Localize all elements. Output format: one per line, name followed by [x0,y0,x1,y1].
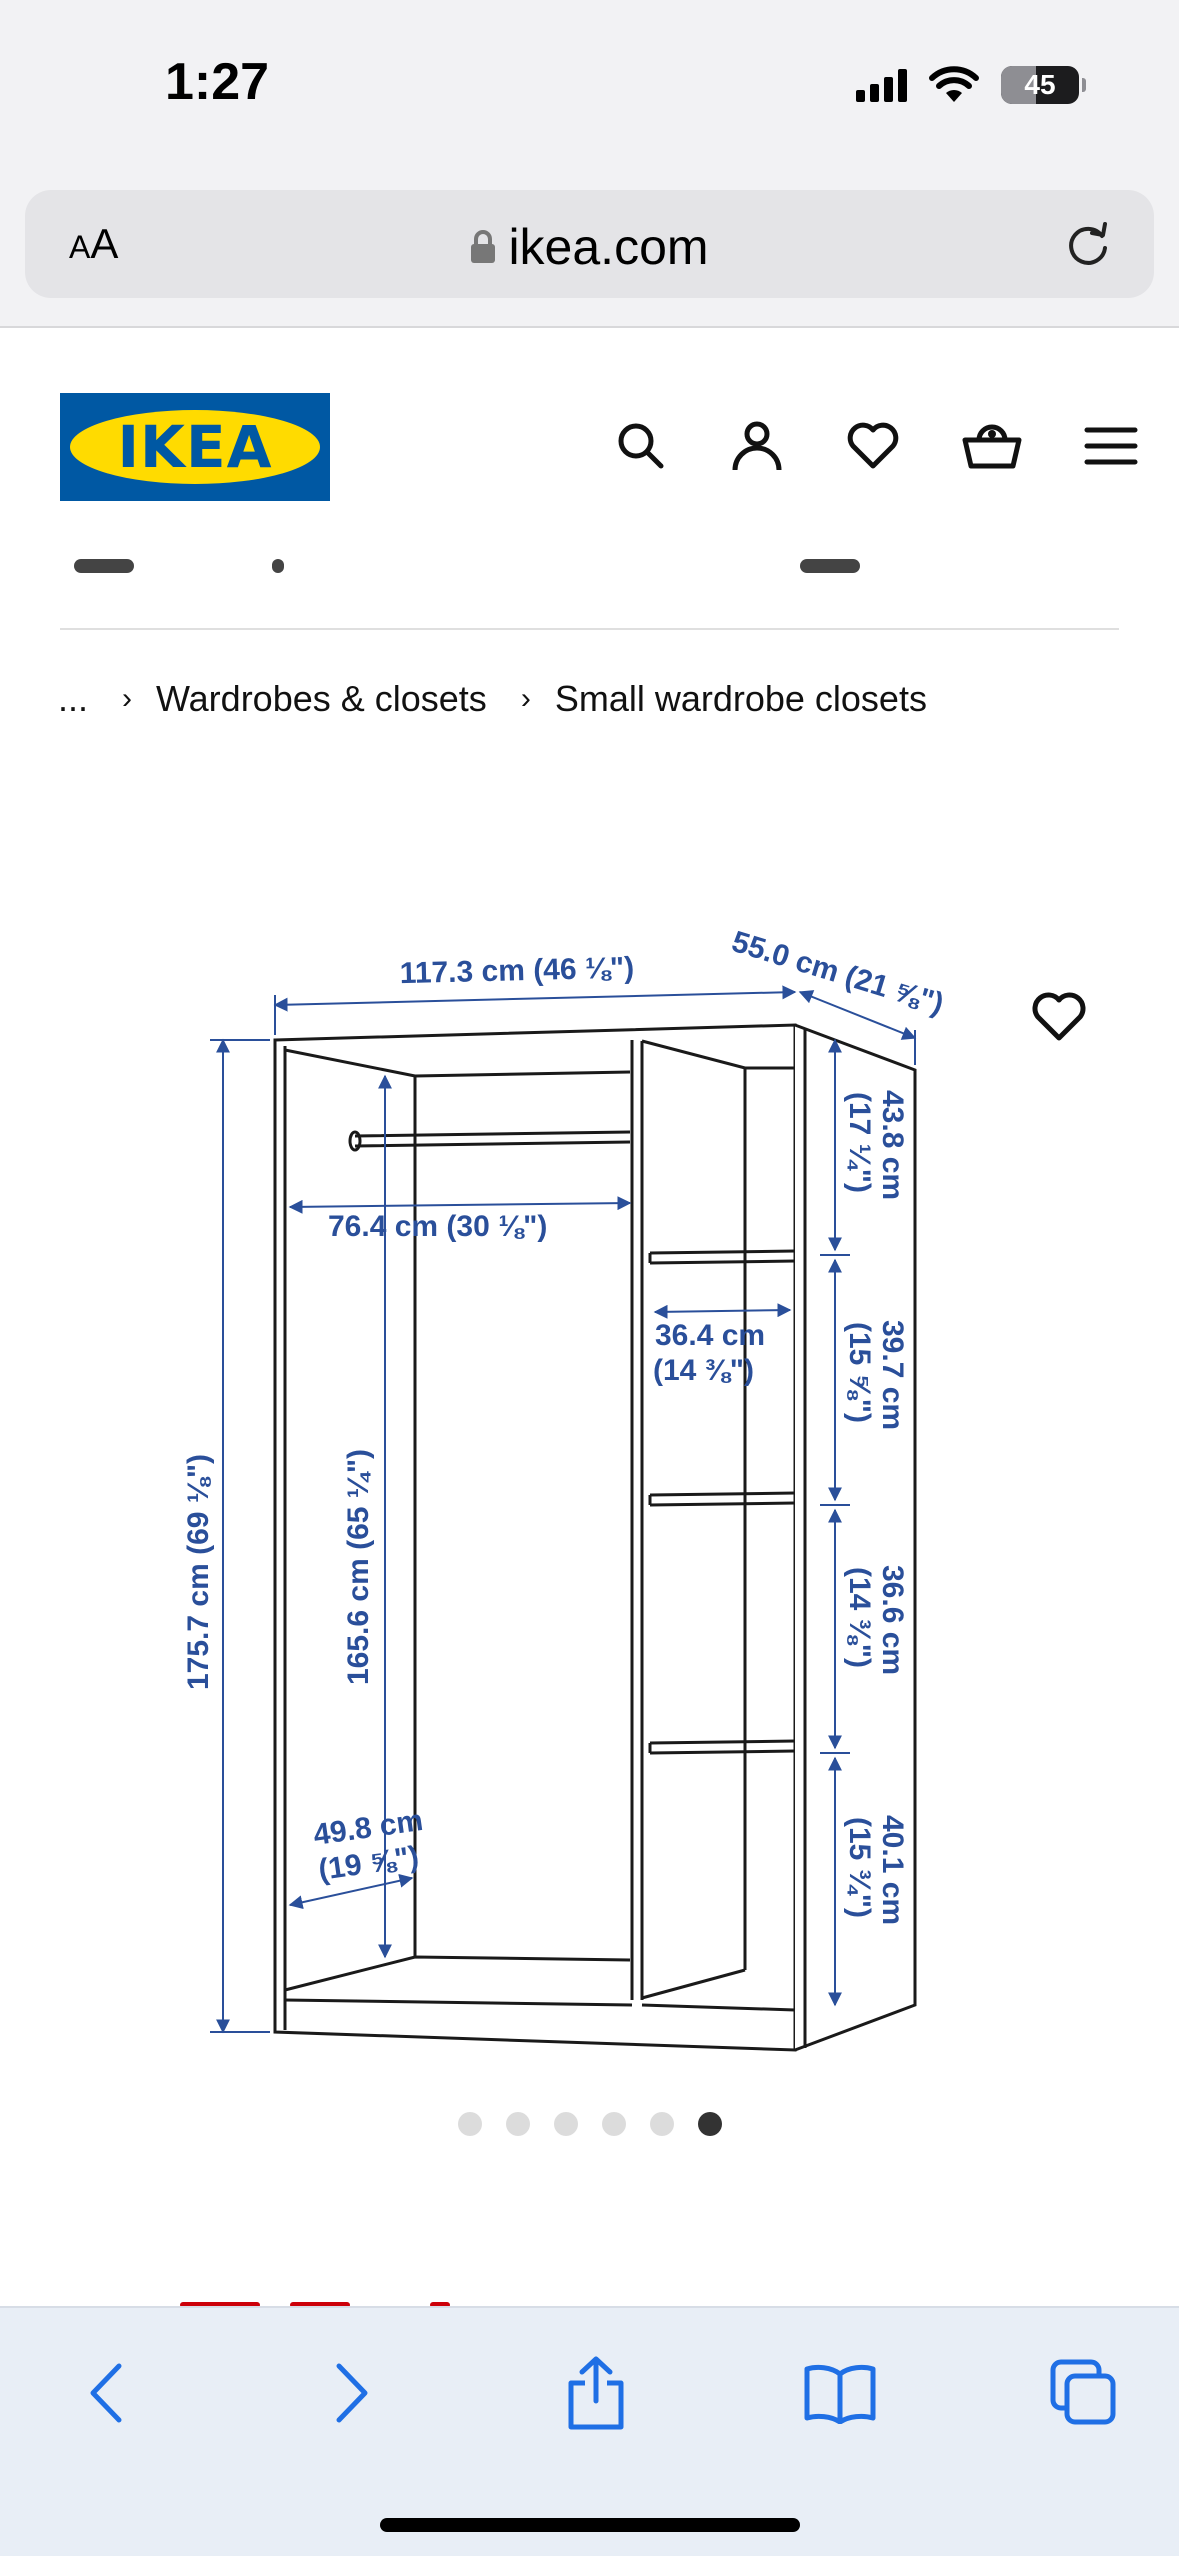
carousel-dot[interactable] [698,2112,722,2136]
shelf-gap-4-line2: (15 ¾") [843,1817,876,1918]
browser-toolbar [0,2306,1179,2556]
url-text: ikea.com [508,219,709,275]
shelf-gap-4-line1: 40.1 cm [876,1815,909,1926]
address-bar[interactable] [25,190,1154,298]
width-dimension-label: 117.3 cm (46 ⅛") [399,951,635,991]
height-dimension-label: 175.7 cm (69 ⅛") [182,1453,215,1690]
carousel-dot[interactable] [506,2112,530,2136]
reload-icon[interactable] [1062,218,1114,270]
chevron-left-icon [87,2362,127,2424]
shelf-width-label-line1: 36.4 cm [655,1319,766,1352]
shelf-width-label-line2: (14 ⅜") [653,1354,754,1387]
share-button[interactable] [551,2348,641,2438]
breadcrumb-small-wardrobes[interactable]: Small wardrobe closets [554,678,927,719]
inner-depth-label-line2: (19 ⅝") [316,1840,421,1887]
breadcrumb-ellipsis[interactable]: ... [58,678,89,719]
shelf-gap-3-line1: 36.6 cm [876,1565,909,1676]
account-icon[interactable] [729,418,785,474]
search-icon[interactable] [613,418,669,474]
url-display[interactable] [25,218,1154,276]
scrolled-text-fragment [62,545,862,573]
shelf-gap-1-line1: 43.8 cm [876,1090,909,1201]
carousel-indicator[interactable] [0,2112,1179,2136]
battery-icon [1001,66,1079,104]
tabs-icon [1049,2358,1119,2428]
chevron-right-icon [331,2362,371,2424]
shelf-gap-3-line2: (14 ⅜") [843,1567,876,1668]
carousel-dot[interactable] [650,2112,674,2136]
shelf-gap-1-line2: (17 ¼") [843,1092,876,1193]
text-size-button[interactable]: AA [69,220,119,267]
header-actions [613,418,1139,474]
menu-icon[interactable] [1083,418,1139,474]
depth-dimension-label: 55.0 cm (21 ⅝") [727,925,948,1021]
site-header [0,328,1179,538]
breadcrumb-wardrobes[interactable]: Wardrobes & closets [156,678,487,719]
shopping-bag-icon[interactable] [961,418,1023,474]
back-button[interactable] [62,2348,152,2438]
status-icons [856,66,1079,104]
chevron-right-icon: › [520,682,531,715]
wishlist-heart-icon[interactable] [845,418,901,474]
favorite-heart-icon[interactable] [1030,990,1088,1044]
breadcrumb [58,678,927,720]
status-bar [0,0,1179,170]
bookmarks-button[interactable] [795,2348,885,2438]
inner-width-dimension-label: 76.4 cm (30 ⅛") [328,1210,548,1243]
inner-height-dimension-label: 165.6 cm (65 ¼") [342,1448,375,1685]
home-indicator [380,2518,800,2532]
cellular-signal-icon [856,68,907,102]
carousel-dot[interactable] [602,2112,626,2136]
shelf-gap-2-line1: 39.7 cm [876,1320,909,1431]
status-time: 1:27 [165,53,270,111]
share-icon [565,2355,627,2431]
carousel-dot[interactable] [554,2112,578,2136]
wardrobe-dimension-diagram[interactable] [150,900,1030,2070]
battery-level: 45 [1024,69,1056,100]
ikea-logo[interactable]: IKEA [60,393,330,501]
lock-icon [470,230,496,264]
tabs-button[interactable] [1039,2348,1129,2438]
divider [60,628,1119,630]
inner-depth-label-line1: 49.8 cm [311,1803,425,1852]
shelf-gap-2-line2: (15 ⅝") [843,1322,876,1423]
forward-button[interactable] [306,2348,396,2438]
carousel-dot[interactable] [458,2112,482,2136]
book-icon [803,2362,877,2424]
browser-top-bar [0,170,1179,328]
wifi-icon [929,66,979,104]
chevron-right-icon: › [122,682,133,715]
